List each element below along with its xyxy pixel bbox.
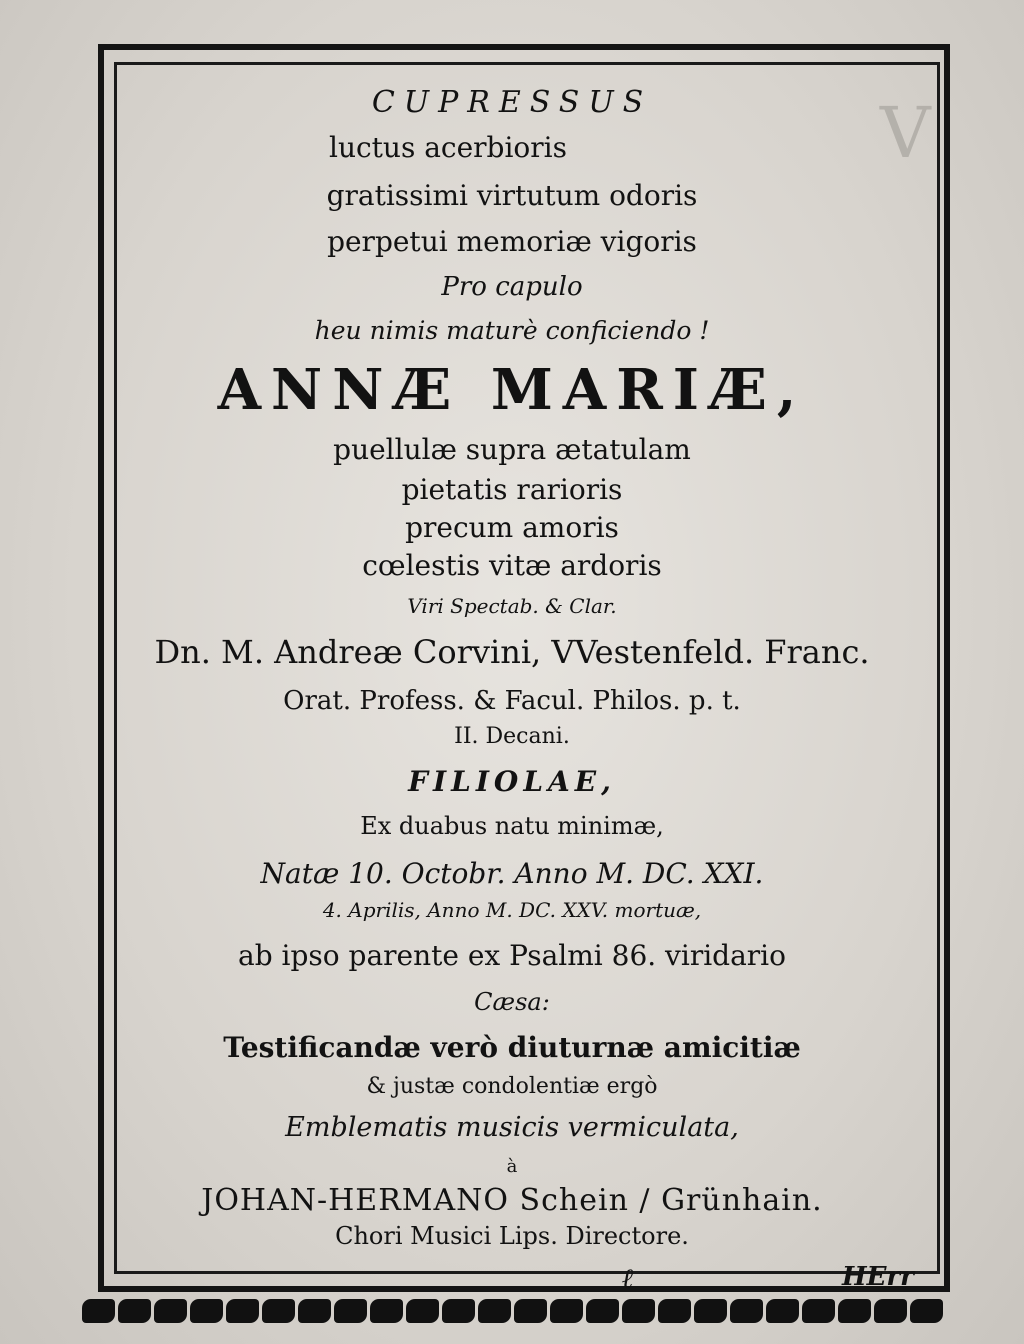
ornament-piece (514, 1299, 547, 1323)
line-justae: & justæ condolentiæ ergò (366, 1074, 658, 1099)
bleed-through-glyph: V (880, 92, 931, 174)
ornament-piece (838, 1299, 871, 1323)
ornament-piece (910, 1299, 943, 1323)
line-ex-duabus: Ex duabus natu minimæ, (360, 812, 664, 840)
ornament-piece (82, 1299, 115, 1323)
line-caesa: Cæsa: (474, 988, 550, 1016)
title-cupressus: CUPRESSUS (371, 85, 653, 120)
line-gratissimi: gratissimi virtutum odoris (326, 179, 698, 212)
ornament-piece (766, 1299, 799, 1323)
line-chori-musici: Chori Musici Lips. Directore. (335, 1222, 689, 1250)
line-aprilis: 4. Aprilis, Anno M. DC. XXV. mortuæ, (322, 898, 702, 922)
line-pro-capulo: Pro capulo (441, 272, 583, 302)
line-andreae-corvini: Dn. M. Andreæ Corvini, VVestenfeld. Franc. (154, 633, 870, 671)
line-testificandae: Testificandæ verò diuturnæ amicitiæ (223, 1031, 801, 1064)
bottom-ornament-border (82, 1294, 952, 1328)
line-luctus: luctus acerbioris (329, 131, 567, 164)
signature-mark: ℓ (622, 1262, 634, 1295)
ornament-piece (190, 1299, 223, 1323)
ornament-piece (118, 1299, 151, 1323)
line-a: à (506, 1156, 518, 1177)
ornament-piece (586, 1299, 619, 1323)
ornament-piece (478, 1299, 511, 1323)
line-puellulae: puellulæ supra ætatulam (333, 433, 691, 466)
line-orat-profess: Orat. Profess. & Facul. Philos. p. t. (283, 686, 741, 716)
ornament-piece (370, 1299, 403, 1323)
catchword: HErr (842, 1262, 914, 1292)
ornament-piece (262, 1299, 295, 1323)
line-decani: II. Decani. (454, 724, 570, 749)
line-coelestis: cœlestis vitæ ardoris (362, 549, 662, 582)
line-emblematis: Emblematis musicis vermiculata, (285, 1112, 739, 1143)
ornament-piece (802, 1299, 835, 1323)
line-ab-ipso: ab ipso parente ex Psalmi 86. viridario (238, 939, 786, 972)
ornament-piece (442, 1299, 475, 1323)
heading-annae-mariae: ANNÆ MARIÆ, (217, 357, 807, 423)
ornament-piece (154, 1299, 187, 1323)
line-viri-spectab: Viri Spectab. & Clar. (407, 594, 617, 618)
line-natae: Natæ 10. Octobr. Anno M. DC. XXI. (260, 857, 764, 890)
line-filiolae: FILIOLAE, (408, 765, 616, 798)
ornament-piece (334, 1299, 367, 1323)
ornament-piece (622, 1299, 655, 1323)
ornament-piece (694, 1299, 727, 1323)
line-heu-nimis: heu nimis maturè conficiendo ! (314, 316, 710, 345)
line-precum: precum amoris (405, 511, 619, 544)
line-perpetui: perpetui memoriæ vigoris (327, 225, 697, 258)
ornament-piece (226, 1299, 259, 1323)
line-pietatis: pietatis rarioris (401, 473, 623, 506)
ornament-piece (730, 1299, 763, 1323)
ornament-piece (658, 1299, 691, 1323)
ornament-piece (550, 1299, 583, 1323)
ornament-piece (406, 1299, 439, 1323)
ornament-piece (874, 1299, 907, 1323)
ornament-piece (298, 1299, 331, 1323)
line-johan-hermano: JOHAN-HERMANO Schein / Grünhain. (201, 1183, 823, 1218)
